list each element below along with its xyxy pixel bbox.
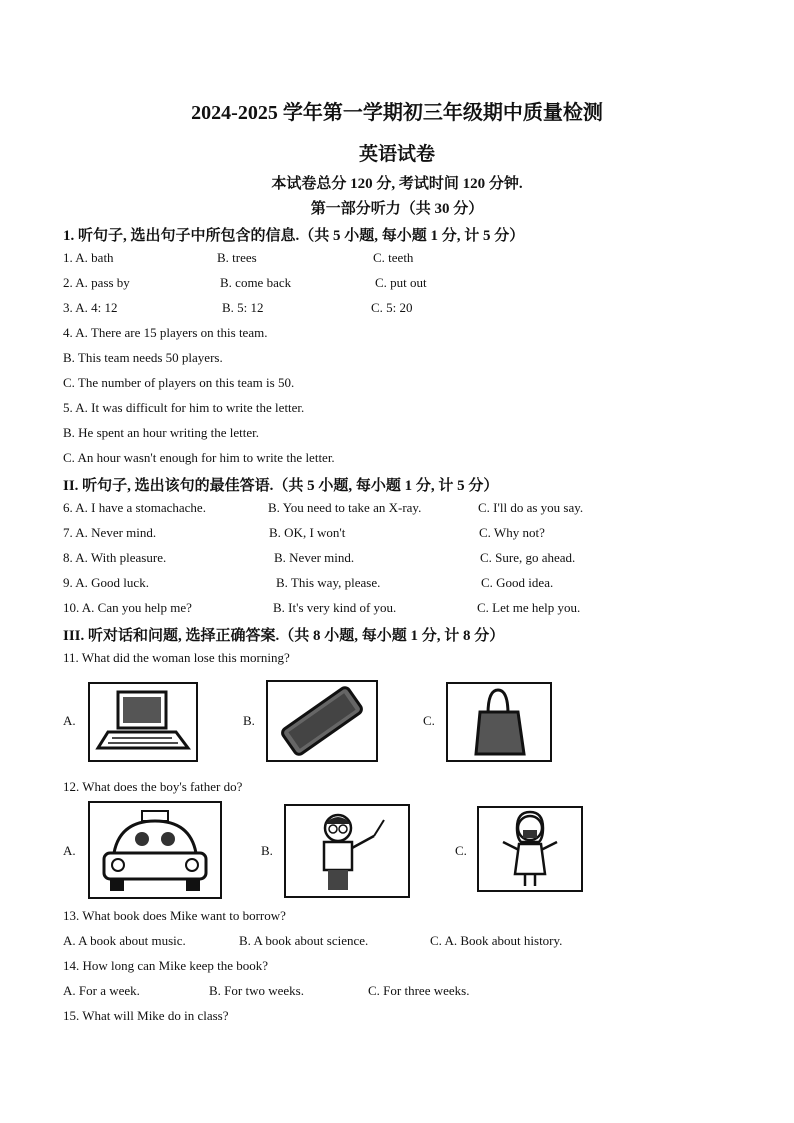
q7-option-b: B. OK, I won't — [269, 525, 346, 540]
mobile-phone-picture — [266, 680, 378, 762]
q8-option-a: 8. A. With pleasure. — [63, 550, 167, 565]
q7-option-a: 7. A. Never mind. — [63, 525, 157, 540]
q14-option-a: A. For a week. — [63, 983, 140, 998]
q3-option-c: C. 5: 20 — [371, 300, 413, 315]
q11-label-a: A. — [63, 713, 76, 728]
q11-stem: 11. What did the woman lose this morning? — [63, 650, 290, 665]
q5-option-c: C. An hour wasn't enough for him to write the letter. — [63, 450, 335, 465]
q1-option-a: 1. A. bath — [63, 250, 114, 265]
q8-option-b: B. Never mind. — [274, 550, 355, 565]
q4-option-c: C. The number of players on this team is 50. — [63, 375, 295, 390]
q4-option-a: 4. A. There are 15 players on this team. — [63, 325, 268, 340]
part-one-heading: 第一部分听力（共 30 分） — [310, 201, 484, 217]
q12-label-a: A. — [63, 843, 76, 858]
q2-option-b: B. come back — [220, 275, 292, 290]
q15-stem: 15. What will Mike do in class? — [63, 1008, 229, 1023]
exam-subject: 英语试卷 — [358, 144, 435, 165]
q12-label-b: B. — [261, 843, 273, 858]
q1-option-b: B. trees — [217, 250, 257, 265]
handbag-picture — [446, 682, 552, 762]
q14-stem: 14. How long can Mike keep the book? — [63, 958, 269, 973]
q11-label-c: C. — [423, 713, 435, 728]
section-1-heading: 1. 听句子, 选出句子中所包含的信息.（共 5 小题, 每小题 1 分, 计 5 分） — [63, 228, 525, 244]
q3-option-b: B. 5: 12 — [222, 300, 264, 315]
q14-option-b: B. For two weeks. — [209, 983, 304, 998]
q6-option-a: 6. A. I have a stomachache. — [63, 500, 206, 515]
q10-option-a: 10. A. Can you help me? — [63, 600, 192, 615]
doctor-picture — [477, 806, 583, 892]
q12-label-c: C. — [455, 843, 467, 858]
q13-option-a: A. A book about music. — [63, 933, 186, 948]
q14-option-c: C. For three weeks. — [368, 983, 470, 998]
teacher-picture — [284, 804, 410, 898]
q2-option-c: C. put out — [375, 275, 427, 290]
q6-option-b: B. You need to take an X-ray. — [268, 500, 422, 515]
q13-option-b: B. A book about science. — [239, 933, 369, 948]
q2-option-a: 2. A. pass by — [63, 275, 130, 290]
taxi-driver-picture — [88, 801, 222, 899]
q12-stem: 12. What does the boy's father do? — [63, 779, 243, 794]
q9-option-a: 9. A. Good luck. — [63, 575, 149, 590]
exam-info: 本试卷总分 120 分, 考试时间 120 分钟. — [271, 176, 523, 192]
q9-option-b: B. This way, please. — [276, 575, 381, 590]
q13-option-c: C. A. Book about history. — [430, 933, 563, 948]
q10-option-b: B. It's very kind of you. — [273, 600, 397, 615]
section-2-heading: II. 听句子, 选出该句的最佳答语.（共 5 小题, 每小题 1 分, 计 5 分） — [63, 478, 499, 494]
section-3-heading: III. 听对话和问题, 选择正确答案.（共 8 小题, 每小题 1 分, 计 8 分） — [63, 628, 505, 644]
q13-stem: 13. What book does Mike want to borrow? — [63, 908, 286, 923]
q11-label-b: B. — [243, 713, 255, 728]
q5-option-b: B. He spent an hour writing the letter. — [63, 425, 260, 440]
q3-option-a: 3. A. 4: 12 — [63, 300, 118, 315]
q5-option-a: 5. A. It was difficult for him to write the letter. — [63, 400, 305, 415]
exam-title: 2024-2025 学年第一学期初三年级期中质量检测 — [191, 102, 603, 124]
q4-option-b: B. This team needs 50 players. — [63, 350, 223, 365]
q1-option-c: C. teeth — [373, 250, 414, 265]
q10-option-c: C. Let me help you. — [477, 600, 581, 615]
q8-option-c: C. Sure, go ahead. — [480, 550, 576, 565]
q9-option-c: C. Good idea. — [481, 575, 554, 590]
q7-option-c: C. Why not? — [479, 525, 545, 540]
q6-option-c: C. I'll do as you say. — [478, 500, 584, 515]
laptop-picture — [88, 682, 198, 762]
